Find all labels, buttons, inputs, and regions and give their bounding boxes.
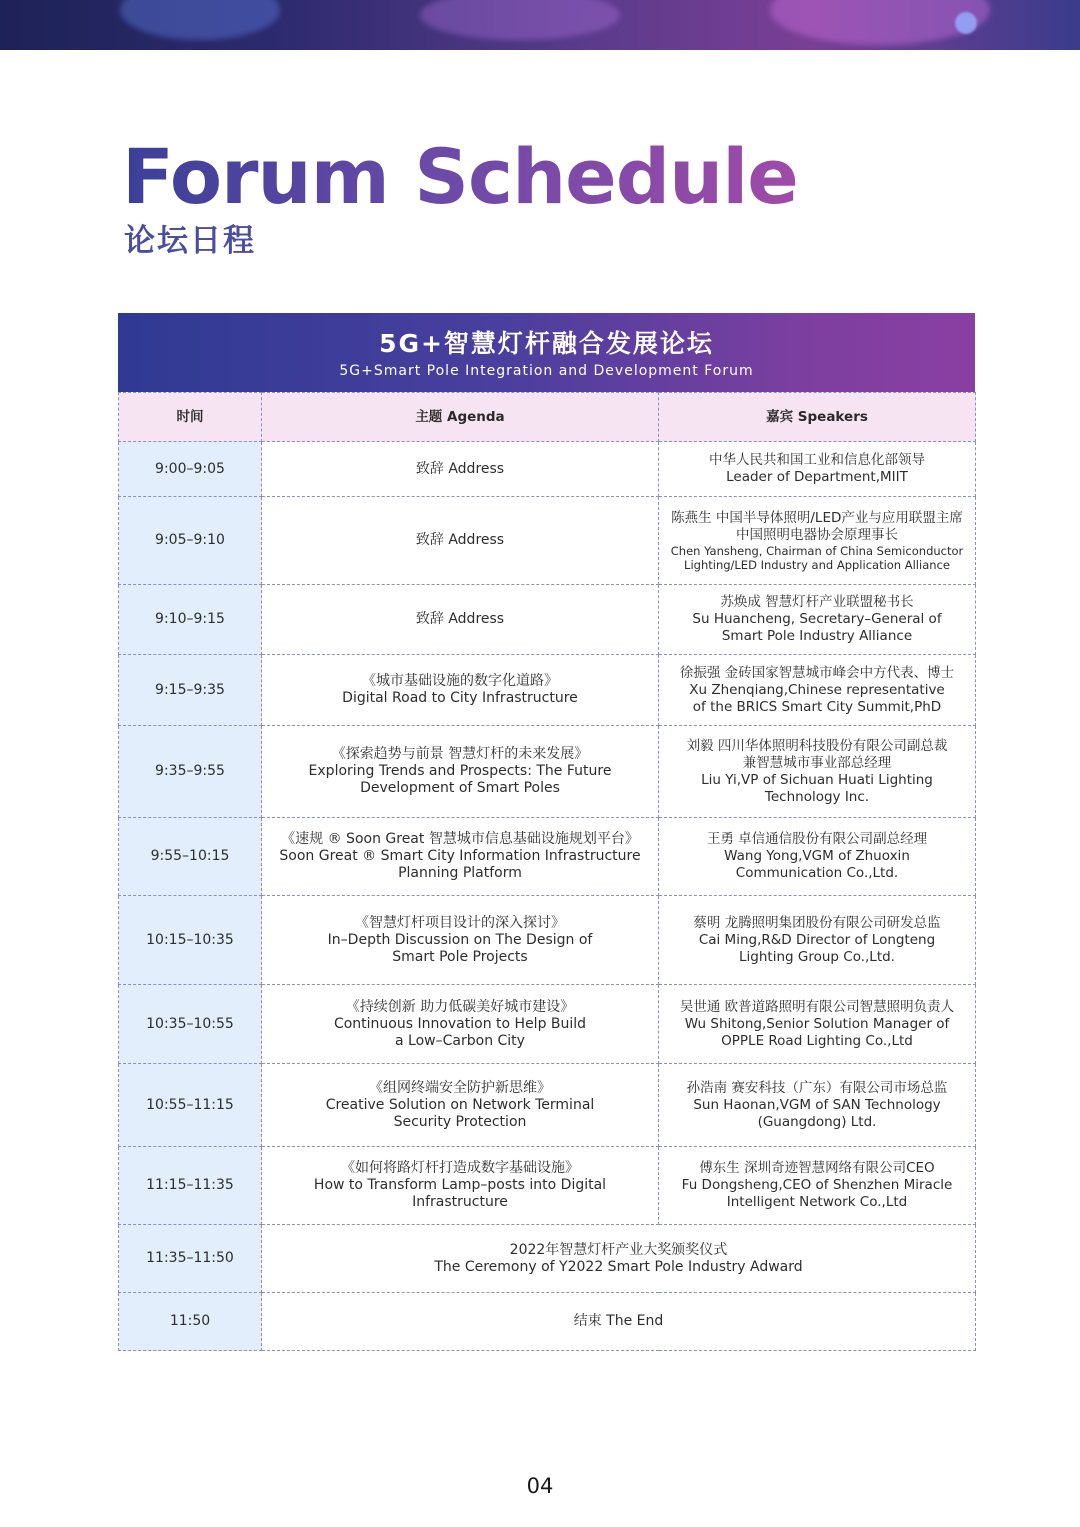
cell-line: a Low–Carbon City — [395, 1032, 525, 1049]
cell-line: 《持续创新 助力低碳美好城市建设》 — [345, 998, 575, 1015]
table-row — [119, 1225, 976, 1293]
table-header-row — [119, 393, 976, 442]
time-cell: 11:15–11:35 — [119, 1147, 262, 1225]
agenda-cell — [262, 726, 659, 818]
merged-cell — [262, 1225, 976, 1293]
column-header-agenda: 主题 Agenda — [262, 393, 659, 442]
cell-line: 陈燕生 中国半导体照明/LED产业与应用联盟主席 — [671, 509, 963, 526]
cell-line: Leader of Department,MIIT — [726, 469, 908, 485]
cell-line: Planning Platform — [398, 865, 522, 881]
agenda-cell — [262, 442, 659, 497]
cell-line: How to Transform Lamp–posts into Digital — [313, 1177, 607, 1193]
table-row — [119, 726, 976, 818]
cell-line: (Guangdong) Ltd. — [757, 1113, 877, 1130]
cell-line: 《城市基础设施的数字化道路》 — [362, 673, 558, 689]
cell-line: 刘毅 四川华体照明科技股份有限公司副总裁 — [686, 737, 948, 754]
cell-line: 吴世通 欧普道路照明有限公司智慧照明负责人 — [679, 998, 955, 1015]
speaker-cell — [659, 985, 976, 1064]
cell-line: Su Huancheng, Secretary–General of — [692, 611, 942, 627]
speaker-cell — [659, 726, 976, 818]
time-cell: 9:15–9:35 — [119, 655, 262, 726]
speaker-cell — [659, 585, 976, 655]
schedule-table — [118, 392, 976, 1351]
banner-glow — [120, 0, 280, 40]
column-header-speakers: 嘉宾 Speakers — [659, 393, 976, 442]
table-row — [119, 655, 976, 726]
cell-line: Creative Solution on Network Terminal — [325, 1096, 595, 1113]
cell-line: Digital Road to City Infrastructure — [342, 690, 578, 706]
speaker-cell — [659, 655, 976, 726]
cell-line: 傅东生 深圳奇迹智慧网络有限公司CEO — [699, 1160, 935, 1176]
speaker-cell — [659, 442, 976, 497]
table-row — [119, 818, 976, 896]
time-cell: 9:05–9:10 — [119, 497, 262, 585]
table-row — [119, 1064, 976, 1147]
cell-line: The Ceremony of Y2022 Smart Pole Industry Adward — [434, 1258, 803, 1275]
table-row — [119, 1293, 976, 1351]
agenda-cell — [262, 585, 659, 655]
time-cell: 9:55–10:15 — [119, 818, 262, 896]
cell-line: 《探索趋势与前景 智慧灯杆的未来发展》 — [331, 746, 589, 762]
agenda-cell — [262, 1064, 659, 1147]
cell-line: 蔡明 龙腾照明集团股份有限公司研发总监 — [693, 914, 941, 931]
cell-line: Fu Dongsheng,CEO of Shenzhen Miracle — [681, 1177, 953, 1193]
cell-line: Security Protection — [393, 1113, 527, 1130]
cell-line: In–Depth Discussion on The Design of — [327, 931, 593, 948]
speaker-cell — [659, 896, 976, 985]
cell-line: Lighting Group Co.,Ltd. — [739, 948, 895, 965]
table-row — [119, 985, 976, 1064]
cell-line: 王勇 卓信通信股份有限公司副总经理 — [706, 831, 928, 847]
cell-line: 致辞 Address — [415, 532, 505, 548]
cell-line: Liu Yi,VP of Sichuan Huati Lighting — [701, 771, 933, 788]
cell-line: Smart Pole Industry Alliance — [721, 628, 913, 644]
cell-line: 2022年智慧灯杆产业大奖颁奖仪式 — [509, 1241, 728, 1258]
cell-line: 结束 The End — [573, 1313, 664, 1329]
page-title: Forum Schedule — [122, 132, 798, 221]
cell-line: Xu Zhenqiang,Chinese representative — [689, 681, 945, 698]
agenda-cell — [262, 896, 659, 985]
time-cell: 9:00–9:05 — [119, 442, 262, 497]
time-cell: 11:35–11:50 — [119, 1225, 262, 1293]
cell-line: 《如何将路灯杆打造成数字基础设施》 — [341, 1160, 579, 1176]
cell-line: Lighting/LED Industry and Application Alliance — [684, 557, 950, 572]
forum-header — [118, 313, 975, 392]
cell-line: 苏焕成 智慧灯杆产业联盟秘书长 — [720, 594, 914, 610]
time-cell: 9:35–9:55 — [119, 726, 262, 818]
cell-line: Continuous Innovation to Help Build — [333, 1015, 587, 1032]
speaker-cell — [659, 818, 976, 896]
cell-line: Smart Pole Projects — [392, 948, 528, 965]
forum-name-zh: 5G+智慧灯杆融合发展论坛 — [379, 329, 714, 358]
schedule-body — [119, 442, 976, 1351]
forum-name-en: 5G+Smart Pole Integration and Development Forum — [339, 363, 754, 379]
table-row — [119, 497, 976, 585]
time-cell: 11:50 — [119, 1293, 262, 1351]
table-row — [119, 442, 976, 497]
agenda-cell — [262, 497, 659, 585]
cell-line: 致辞 Address — [415, 460, 505, 477]
page-subtitle: 论坛日程 — [124, 223, 256, 259]
time-cell: 9:10–9:15 — [119, 585, 262, 655]
time-cell: 10:55–11:15 — [119, 1064, 262, 1147]
speaker-cell — [659, 1147, 976, 1225]
table-row — [119, 896, 976, 985]
page-number: 04 — [526, 1474, 554, 1498]
cell-line: Soon Great ® Smart City Information Infrastructure — [279, 848, 641, 864]
cell-line: 徐振强 金砖国家智慧城市峰会中方代表、博士 — [679, 664, 955, 681]
cell-line: Communication Co.,Ltd. — [735, 865, 899, 881]
banner-glow — [420, 0, 620, 40]
speaker-cell — [659, 497, 976, 585]
cell-line: Development of Smart Poles — [360, 780, 560, 796]
cell-line: Infrastructure — [412, 1194, 508, 1210]
cell-line: of the BRICS Smart City Summit,PhD — [692, 698, 942, 715]
column-header-time: 时间 — [119, 393, 262, 442]
agenda-cell — [262, 818, 659, 896]
cell-line: Cai Ming,R&D Director of Longteng — [698, 931, 936, 948]
cell-line: Exploring Trends and Prospects: The Future — [308, 763, 612, 779]
cell-line: 中华人民共和国工业和信息化部领导 — [709, 452, 925, 468]
top-banner — [0, 0, 1080, 50]
agenda-cell — [262, 1147, 659, 1225]
cell-line: 《组网终端安全防护新思维》 — [369, 1079, 551, 1096]
cell-line: OPPLE Road Lighting Co.,Ltd — [721, 1032, 913, 1049]
cell-line: Sun Haonan,VGM of SAN Technology — [693, 1096, 941, 1113]
banner-dot — [955, 12, 977, 34]
cell-line: Technology Inc. — [764, 788, 870, 805]
cell-line: Wu Shitong,Senior Solution Manager of — [684, 1015, 950, 1032]
cell-line: Wang Yong,VGM of Zhuoxin — [724, 848, 910, 864]
merged-cell — [262, 1293, 976, 1351]
cell-line: 兼智慧城市事业部总经理 — [742, 754, 892, 771]
cell-line: 中国照明电器协会原理事长 — [736, 526, 898, 543]
time-cell: 10:35–10:55 — [119, 985, 262, 1064]
cell-line: 致辞 Address — [415, 611, 505, 627]
cell-line: Chen Yansheng, Chairman of China Semiconductor — [670, 543, 964, 558]
agenda-cell — [262, 655, 659, 726]
time-cell: 10:15–10:35 — [119, 896, 262, 985]
table-row — [119, 585, 976, 655]
cell-line: 孙浩南 赛安科技（广东）有限公司市场总监 — [686, 1079, 948, 1096]
speaker-cell — [659, 1064, 976, 1147]
cell-line: 《智慧灯杆项目设计的深入探讨》 — [355, 914, 565, 931]
table-row — [119, 1147, 976, 1225]
cell-line: Intelligent Network Co.,Ltd — [726, 1194, 908, 1210]
cell-line: 《速规 ® Soon Great 智慧城市信息基础设施规划平台》 — [281, 831, 639, 847]
agenda-cell — [262, 985, 659, 1064]
